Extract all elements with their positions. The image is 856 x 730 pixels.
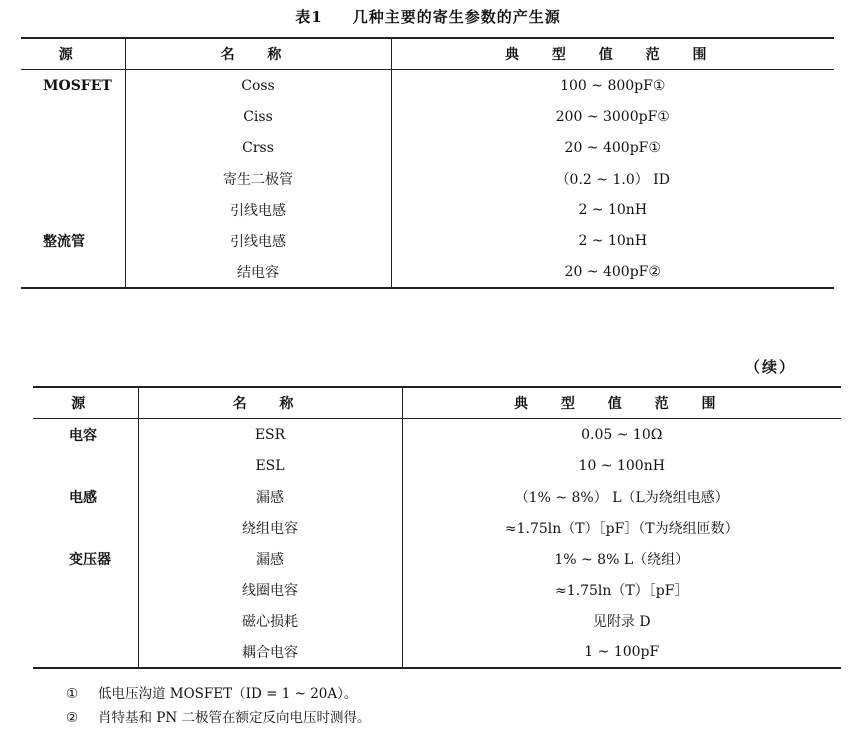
row-value: 2 ~ 10nH [391, 194, 834, 225]
footnote-marker: ② [66, 710, 79, 726]
row-value: 200 ~ 3000pF① [391, 101, 834, 132]
row-name: 寄生二极管 [125, 163, 391, 194]
table-row [21, 70, 834, 102]
row-value: 0.05 ~ 10Ω [402, 419, 841, 451]
row-source: 变压器 [69, 551, 111, 568]
header-name: 名 称 [125, 38, 391, 70]
row-value: 见附录 D [402, 605, 841, 636]
row-source: 整流管 [43, 233, 85, 250]
row-source [33, 636, 138, 668]
table-caption: 几种主要的寄生参数的产生源 [352, 8, 561, 26]
row-value: 2 ~ 10nH [391, 225, 834, 256]
header-name: 名 称 [138, 387, 402, 419]
table-row [21, 256, 834, 288]
row-source [21, 194, 125, 225]
parasitic-table-2 [33, 386, 841, 669]
row-value: 1 ~ 100pF [402, 636, 841, 668]
table-row [21, 225, 834, 256]
header-value-range: 典 型 值 范 围 [391, 38, 834, 70]
table-row [33, 419, 841, 451]
row-source [33, 574, 138, 605]
row-name: ESL [138, 450, 402, 481]
row-value: 20 ~ 400pF① [391, 132, 834, 163]
row-source: 电感 [69, 489, 97, 506]
table-row [33, 605, 841, 636]
parasitic-table-1 [21, 37, 834, 289]
table-row [33, 450, 841, 481]
row-name: 引线电感 [125, 225, 391, 256]
row-source [21, 132, 125, 163]
row-source [21, 163, 125, 194]
table-row [21, 163, 834, 194]
row-name: 漏感 [138, 543, 402, 574]
row-name: Coss [125, 70, 391, 102]
row-value: ≈1.75ln（T）［pF］（T为绕组匝数） [402, 512, 841, 543]
row-value: 20 ~ 400pF② [391, 256, 834, 288]
row-source [33, 512, 138, 543]
row-value: （1% ~ 8%） L（L为绕组电感） [402, 481, 841, 512]
row-value: 100 ~ 800pF① [391, 70, 834, 102]
row-name: 线圈电容 [138, 574, 402, 605]
row-value: ≈1.75ln（T）［pF］ [402, 574, 841, 605]
footnote-text: 低电压沟道 MOSFET（ID = 1 ~ 20A）。 [98, 686, 358, 702]
continued-label: （续） [744, 358, 796, 376]
row-source [33, 605, 138, 636]
footnote-1 [66, 682, 357, 702]
row-source [33, 450, 138, 481]
row-name: 引线电感 [125, 194, 391, 225]
row-value: 10 ~ 100nH [402, 450, 841, 481]
row-source [21, 256, 125, 288]
header-value-range: 典 型 值 范 围 [402, 387, 841, 419]
table-title [0, 6, 856, 27]
table-row [33, 512, 841, 543]
header-source: 源 [21, 38, 125, 70]
table-row [33, 636, 841, 668]
footnote-2 [66, 706, 370, 726]
table-number: 表1 [295, 8, 323, 26]
footnote-marker: ① [66, 686, 79, 702]
table-row [21, 132, 834, 163]
row-name: Crss [125, 132, 391, 163]
table-row [33, 481, 841, 512]
row-name: 结电容 [125, 256, 391, 288]
row-name: 耦合电容 [138, 636, 402, 668]
table-row [33, 543, 841, 574]
row-name: 磁心损耗 [138, 605, 402, 636]
row-value: 1% ~ 8% L（绕组） [402, 543, 841, 574]
row-name: 漏感 [138, 481, 402, 512]
row-name: 绕组电容 [138, 512, 402, 543]
table-row [33, 574, 841, 605]
table-row [21, 194, 834, 225]
footnote-text: 肖特基和 PN 二极管在额定反向电压时测得。 [98, 710, 371, 726]
row-name: Ciss [125, 101, 391, 132]
row-source: 电容 [69, 427, 97, 444]
row-source: MOSFET [43, 77, 112, 94]
row-value: （0.2 ~ 1.0） ID [391, 163, 834, 194]
row-name: ESR [138, 419, 402, 451]
header-source: 源 [33, 387, 138, 419]
row-source [21, 101, 125, 132]
table-row [21, 101, 834, 132]
